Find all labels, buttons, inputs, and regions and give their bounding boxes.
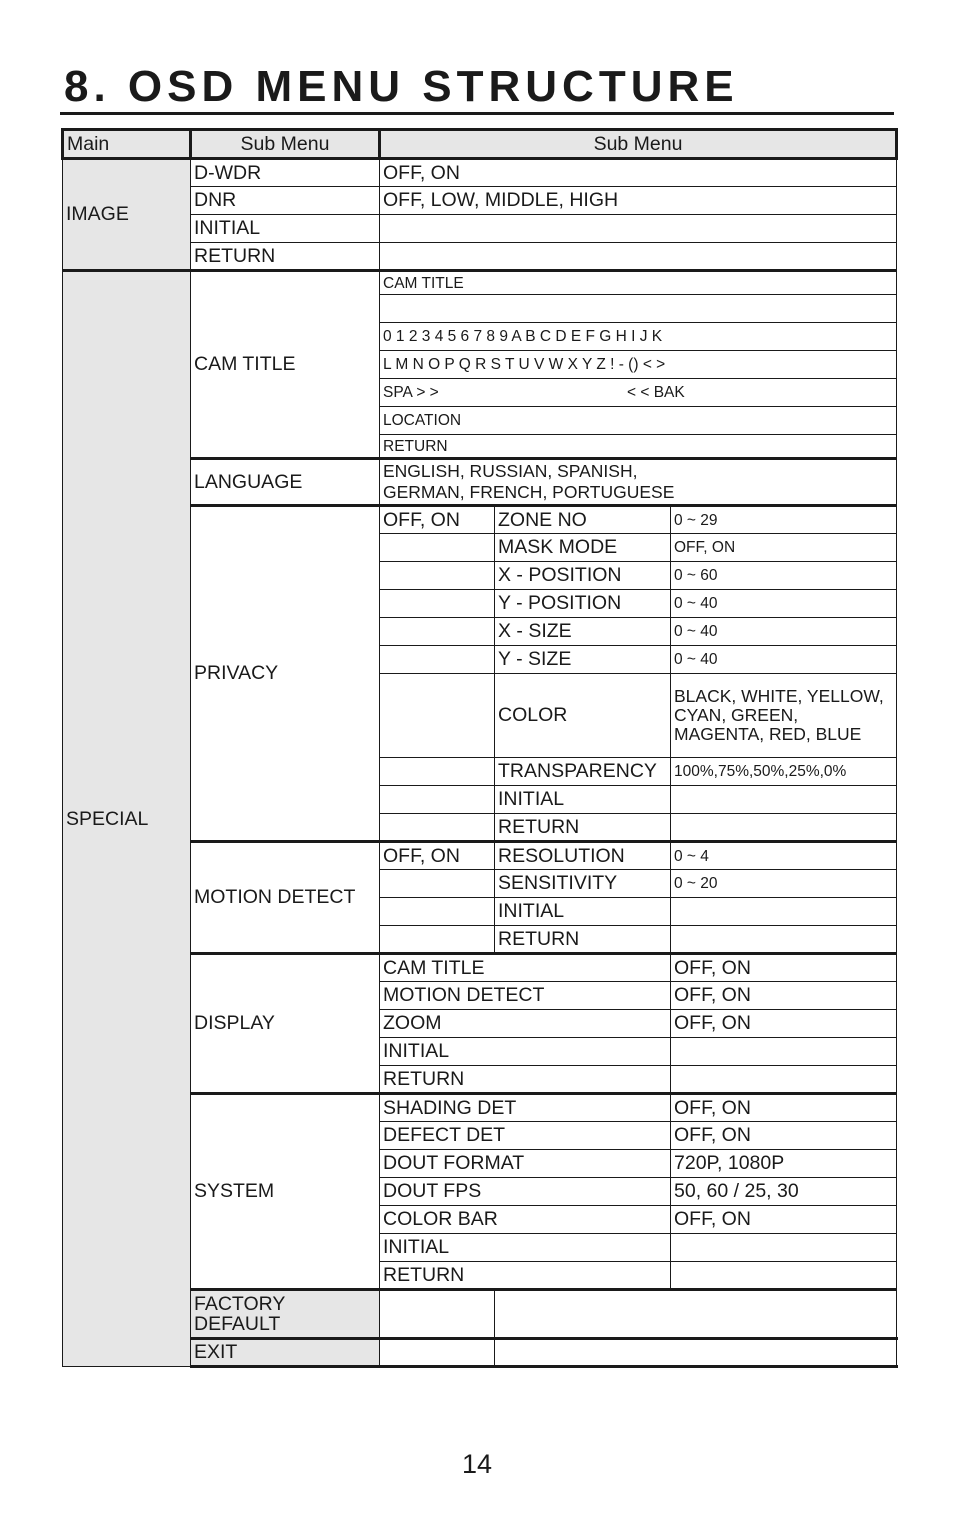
main-special: SPECIAL — [63, 271, 191, 1367]
main-image: IMAGE — [63, 159, 191, 271]
empty-cell — [380, 562, 495, 590]
display-motion-detect: MOTION DETECT — [380, 982, 671, 1010]
privacy-y-position-range: 0 ~ 40 — [671, 590, 897, 618]
system-defect-det-options: OFF, ON — [671, 1122, 897, 1150]
privacy-x-position-range: 0 ~ 60 — [671, 562, 897, 590]
privacy-zone-no-range: 0 ~ 29 — [671, 506, 897, 534]
submenu-image-return: RETURN — [191, 243, 380, 271]
empty-cell — [380, 243, 897, 271]
empty-cell — [495, 1290, 897, 1339]
empty-cell — [380, 1339, 495, 1367]
display-cam-title: CAM TITLE — [380, 954, 671, 982]
empty-cell — [380, 1290, 495, 1339]
submenu-language: LANGUAGE — [191, 459, 380, 506]
privacy-zone-no: ZONE NO — [495, 506, 671, 534]
table-header-row — [63, 130, 897, 159]
display-zoom: ZOOM — [380, 1010, 671, 1038]
factory-default-line-1: FACTORY — [194, 1293, 286, 1315]
motion-return: RETURN — [495, 926, 671, 954]
header-main: Main — [63, 130, 191, 159]
empty-cell — [380, 926, 495, 954]
submenu-cam-title: CAM TITLE — [191, 271, 380, 459]
system-defect-det: DEFECT DET — [380, 1122, 671, 1150]
privacy-transparency: TRANSPARENCY — [495, 758, 671, 786]
privacy-color-options: BLACK, WHITE, YELLOW, CYAN, GREEN, MAGENTA, RED, BLUE — [671, 674, 897, 758]
cam-title-return: RETURN — [380, 435, 897, 459]
privacy-mask-mode-options: OFF, ON — [671, 534, 897, 562]
privacy-transparency-options: 100%,75%,50%,25%,0% — [671, 758, 897, 786]
empty-cell — [671, 814, 897, 842]
submenu-dnr: DNR — [191, 187, 380, 215]
title-underline — [60, 112, 894, 115]
language-options-line-2: GERMAN, FRENCH, PORTUGUESE — [383, 482, 675, 502]
page-title: 8. OSD MENU STRUCTURE — [64, 62, 739, 111]
display-initial: INITIAL — [380, 1038, 671, 1066]
motion-sensitivity-range: 0 ~ 20 — [671, 870, 897, 898]
cam-title-spa: SPA > > — [383, 384, 439, 401]
cam-title-spa-bak — [380, 379, 897, 407]
empty-cell — [380, 786, 495, 814]
cam-title-charset-2: L M N O P Q R S T U V W X Y Z ! - () < > — [380, 351, 897, 379]
system-dout-format-options: 720P, 1080P — [671, 1150, 897, 1178]
submenu-display: DISPLAY — [191, 954, 380, 1094]
system-dout-fps: DOUT FPS — [380, 1178, 671, 1206]
header-sub-menu-2: Sub Menu — [380, 130, 897, 159]
system-initial: INITIAL — [380, 1234, 671, 1262]
motion-initial: INITIAL — [495, 898, 671, 926]
language-options-line-1: ENGLISH, RUSSIAN, SPANISH, — [383, 461, 638, 481]
system-color-bar: COLOR BAR — [380, 1206, 671, 1234]
main-exit: EXIT — [191, 1339, 380, 1367]
empty-cell — [380, 215, 897, 243]
privacy-y-size: Y - SIZE — [495, 646, 671, 674]
empty-cell — [380, 898, 495, 926]
main-factory-default — [191, 1290, 380, 1339]
factory-default-line-2: DEFAULT — [194, 1313, 281, 1335]
empty-cell — [671, 1234, 897, 1262]
system-color-bar-options: OFF, ON — [671, 1206, 897, 1234]
cam-title-heading: CAM TITLE — [380, 271, 897, 295]
privacy-state: OFF, ON — [380, 506, 495, 534]
empty-cell — [380, 758, 495, 786]
table-row — [63, 271, 897, 295]
display-motion-detect-options: OFF, ON — [671, 982, 897, 1010]
d-wdr-options: OFF, ON — [380, 159, 897, 187]
display-return: RETURN — [380, 1066, 671, 1094]
motion-resolution-range: 0 ~ 4 — [671, 842, 897, 870]
system-return: RETURN — [380, 1262, 671, 1290]
privacy-x-size-range: 0 ~ 40 — [671, 618, 897, 646]
empty-cell — [671, 1262, 897, 1290]
empty-cell — [380, 814, 495, 842]
empty-cell — [380, 534, 495, 562]
header-sub-menu-1: Sub Menu — [191, 130, 380, 159]
cam-title-blank-line — [380, 295, 897, 323]
system-dout-format: DOUT FORMAT — [380, 1150, 671, 1178]
cam-title-charset-1: 0 1 2 3 4 5 6 7 8 9 A B C D E F G H I J K — [380, 323, 897, 351]
page-number: 14 — [461, 1449, 493, 1479]
submenu-image-initial: INITIAL — [191, 215, 380, 243]
motion-detect-state: OFF, ON — [380, 842, 495, 870]
empty-cell — [495, 1339, 897, 1367]
osd-menu-table — [61, 128, 897, 1368]
submenu-privacy: PRIVACY — [191, 506, 380, 842]
empty-cell — [671, 1066, 897, 1094]
language-options — [380, 459, 897, 506]
system-dout-fps-options: 50, 60 / 25, 30 — [671, 1178, 897, 1206]
cam-title-location: LOCATION — [380, 407, 897, 435]
empty-cell — [671, 898, 897, 926]
privacy-initial: INITIAL — [495, 786, 671, 814]
submenu-motion-detect: MOTION DETECT — [191, 842, 380, 954]
motion-resolution: RESOLUTION — [495, 842, 671, 870]
empty-cell — [671, 926, 897, 954]
privacy-mask-mode: MASK MODE — [495, 534, 671, 562]
table-row — [63, 159, 897, 187]
privacy-return: RETURN — [495, 814, 671, 842]
empty-cell — [380, 590, 495, 618]
empty-cell — [380, 646, 495, 674]
cam-title-bak: < < BAK — [627, 384, 685, 401]
submenu-system: SYSTEM — [191, 1094, 380, 1290]
system-shading-det: SHADING DET — [380, 1094, 671, 1122]
empty-cell — [380, 674, 495, 758]
dnr-options: OFF, LOW, MIDDLE, HIGH — [380, 187, 897, 215]
privacy-x-position: X - POSITION — [495, 562, 671, 590]
privacy-color: COLOR — [495, 674, 671, 758]
privacy-x-size: X - SIZE — [495, 618, 671, 646]
empty-cell — [380, 618, 495, 646]
empty-cell — [671, 786, 897, 814]
submenu-d-wdr: D-WDR — [191, 159, 380, 187]
privacy-y-size-range: 0 ~ 40 — [671, 646, 897, 674]
system-shading-det-options: OFF, ON — [671, 1094, 897, 1122]
empty-cell — [380, 870, 495, 898]
privacy-y-position: Y - POSITION — [495, 590, 671, 618]
display-cam-title-options: OFF, ON — [671, 954, 897, 982]
display-zoom-options: OFF, ON — [671, 1010, 897, 1038]
motion-sensitivity: SENSITIVITY — [495, 870, 671, 898]
empty-cell — [671, 1038, 897, 1066]
